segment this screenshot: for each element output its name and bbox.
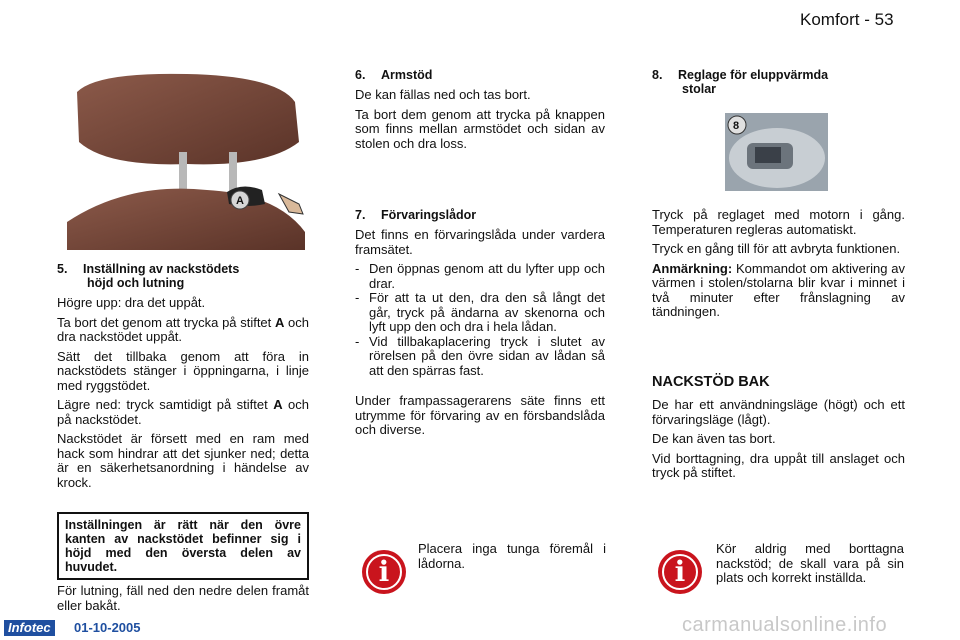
figure-label-8: 8 bbox=[733, 120, 740, 132]
paragraph: Nackstödet är försett med en ram med hack som hindrar att det sjunker ned; detta är en säkerhetsanordning i händelse av krock. bbox=[57, 431, 309, 490]
footer-date: 01-10-2005 bbox=[74, 620, 141, 635]
paragraph: De har ett användningsläge (högt) och ett förvaringsläge (lågt). bbox=[652, 397, 905, 427]
page-title: Komfort - 53 bbox=[800, 10, 894, 29]
section-6-heading: 6. Armstöd bbox=[355, 68, 433, 82]
seat-heater-figure bbox=[725, 113, 828, 191]
paragraph: Sätt det tillbaka genom att föra in nackstödets stänger i öppningarna, i linje med ryggstödet. bbox=[57, 348, 309, 393]
rear-headrest-section bbox=[652, 374, 905, 486]
page-header bbox=[800, 10, 894, 30]
paragraph: Tryck på reglaget med motorn i gång. Temperaturen regleras automatiskt. bbox=[652, 207, 905, 237]
paragraph: Det finns en förvaringslåda under vardera framsätet. bbox=[355, 227, 605, 257]
paragraph: Tryck en gång till för att avbryta funktionen. bbox=[652, 241, 901, 256]
paragraph: De kan även tas bort. bbox=[652, 431, 776, 446]
section-7-heading: 7. Förvaringslådor bbox=[355, 208, 477, 222]
info-text: Placera inga tunga föremål i lådorna. bbox=[418, 541, 606, 571]
section-5-heading: 5. Inställning av nackstödets höjd och lutning bbox=[57, 262, 240, 290]
paragraph: De kan fällas ned och tas bort. bbox=[355, 87, 531, 102]
info-icon: i bbox=[658, 550, 702, 594]
left-column bbox=[57, 262, 309, 495]
info-icon: i bbox=[362, 550, 406, 594]
list-item: - Den öppnas genom att du lyfter upp och drar. bbox=[355, 261, 605, 291]
info-text: Kör aldrig med borttagna nackstöd; de skall vara på sin plats och korrekt inställda. bbox=[716, 541, 904, 585]
watermark: carmanualsonline.info bbox=[682, 614, 888, 636]
paragraph: Ta bort dem genom att trycka på knappen som finns mellan armstödet och sidan av stolen och dra loss. bbox=[355, 106, 605, 151]
paragraph: Vid borttagning, dra uppåt till anslaget och tryck på stiftet. bbox=[652, 450, 905, 480]
brand-logo: Infotec bbox=[8, 620, 51, 635]
paragraph: Lägre ned: tryck samtidigt på stiftet A och på nackstödet. bbox=[57, 397, 309, 427]
footer-brand bbox=[4, 620, 55, 636]
figure-label-a: A bbox=[236, 195, 244, 207]
list-item: - Vid tillbakaplacering tryck i slutet av rörelsen på den övre sidan av lådan så att den spärras fast. bbox=[355, 333, 605, 378]
paragraph: Ta bort det genom att trycka på stiftet A och dra nackstödet uppåt. bbox=[57, 314, 309, 344]
middle-column-top bbox=[355, 68, 605, 156]
list-item: - För att ta ut den, dra den så långt det går, tryck på ändarna av skenorna och lyft upp den och dra i hela lådan. bbox=[355, 290, 605, 334]
footer-paragraph: För lutning, fäll ned den nedre delen framåt eller bakåt. bbox=[57, 583, 309, 613]
middle-column-bottom bbox=[355, 208, 605, 443]
info-block-middle bbox=[362, 541, 608, 598]
remark: Anmärkning: Kommandot om aktivering av värmen i stolen/stolarna blir kvar i minnet i två minuter efter frånslagning av tändningen. bbox=[652, 260, 905, 319]
headrest-figure bbox=[67, 72, 305, 250]
section-title: NACKSTÖD BAK bbox=[652, 374, 770, 390]
paragraph: Högre upp: dra det uppåt. bbox=[57, 295, 206, 310]
right-column bbox=[652, 208, 905, 325]
boxed-note: Inställningen är rätt när den övre kanten av nackstödet befinner sig i höjd med den översta delen av huvudet. bbox=[57, 512, 309, 580]
info-block-right bbox=[658, 541, 906, 598]
paragraph: Under frampassagerarens säte finns ett utrymme för förvaring av en försbandslåda och diverse. bbox=[355, 393, 605, 437]
section-8-heading: 8. Reglage för eluppvärmda stolar bbox=[652, 68, 829, 96]
